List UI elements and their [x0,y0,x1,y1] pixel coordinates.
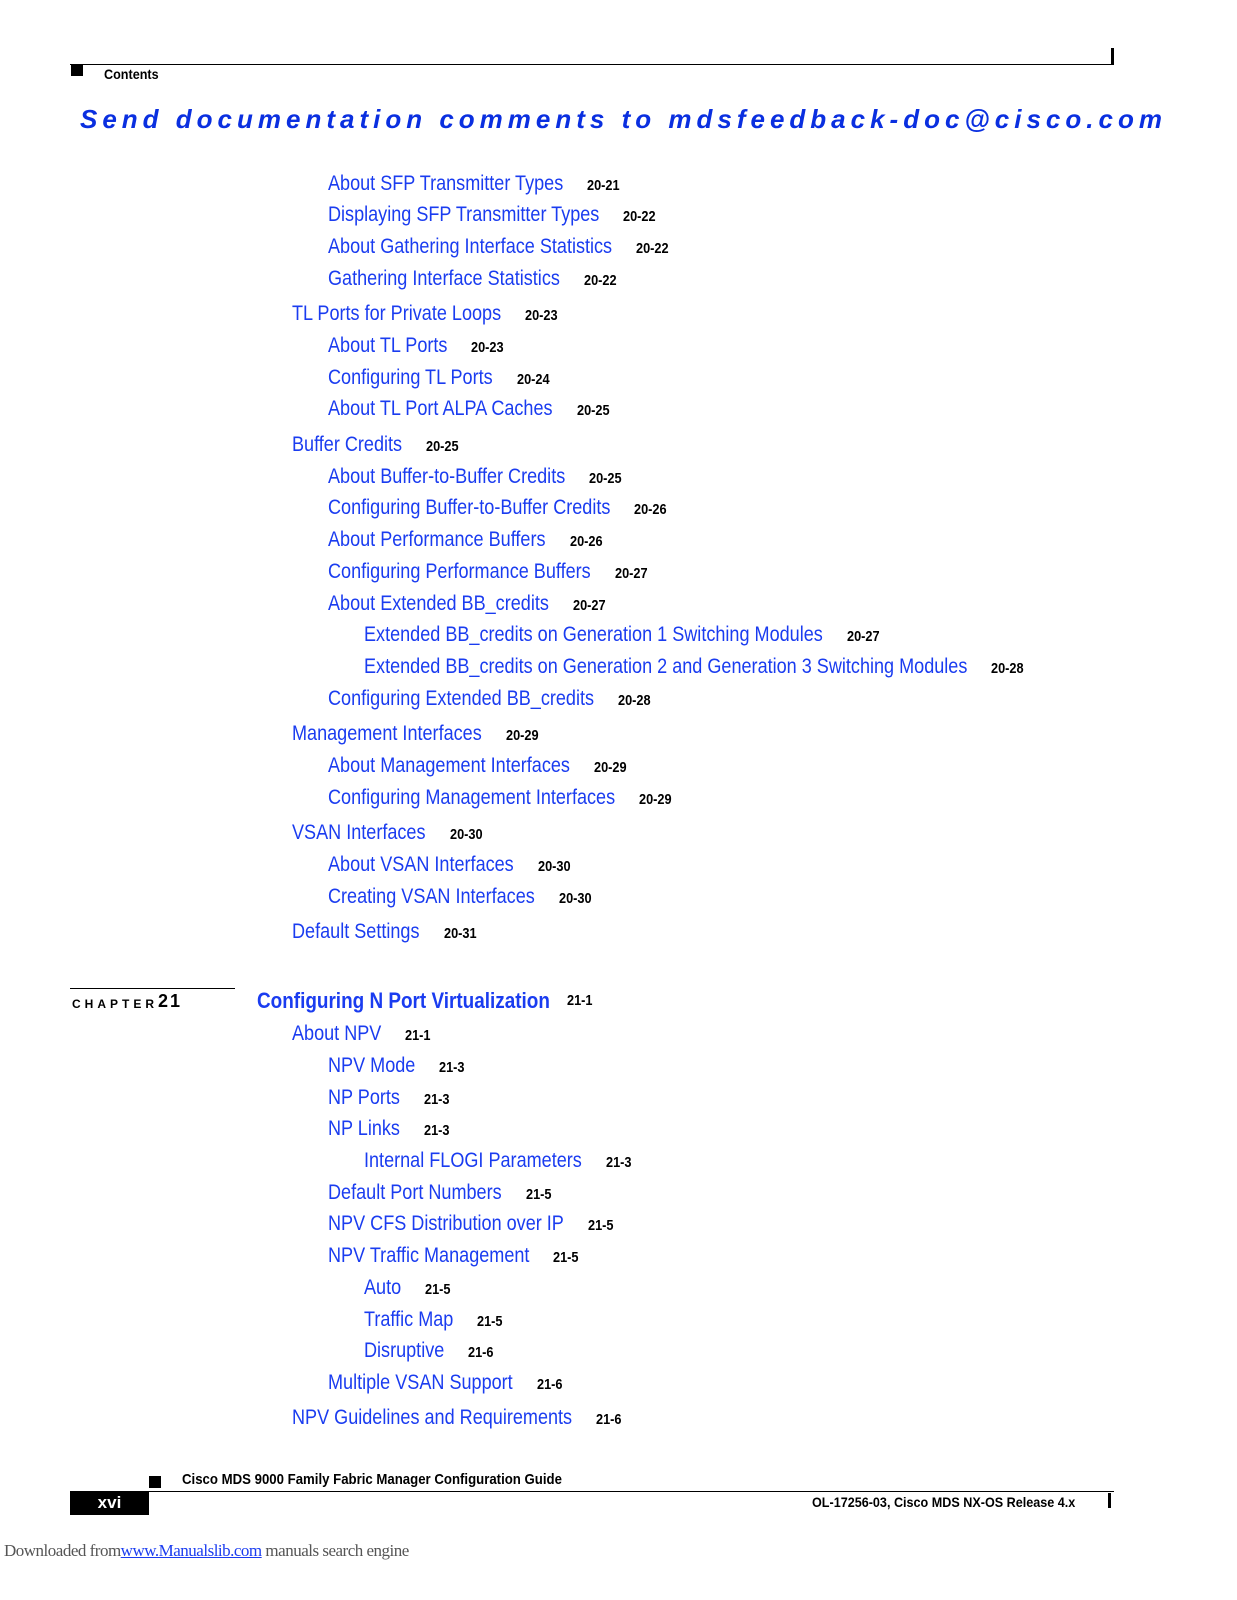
toc-entry-page: 20-22 [636,240,669,257]
toc-entry-title[interactable]: NPV Mode [328,1054,416,1077]
toc-entry-title[interactable]: Extended BB_credits on Generation 1 Switching Modules [364,623,823,646]
toc-entry[interactable] [328,203,662,227]
toc-entry-page: 21-6 [596,1411,622,1428]
toc-entry-title[interactable]: Gathering Interface Statistics [328,267,560,290]
footer-square-marker [149,1476,161,1488]
toc-entry-title[interactable]: Multiple VSAN Support [328,1371,513,1394]
toc-entry-page: 20-29 [639,791,672,808]
toc-entry-title[interactable]: Extended BB_credits on Generation 2 and Generation 3 Switching Modules [364,655,968,678]
toc-entry[interactable] [328,687,656,711]
toc-entry-title[interactable]: NP Links [328,1117,400,1140]
toc-entry-page: 21-5 [553,1249,579,1266]
page-number-badge: xvi [70,1491,149,1515]
toc-entry-title[interactable]: NPV Guidelines and Requirements [292,1406,573,1429]
toc-entry-page: 20-30 [558,890,592,907]
toc-entry-page: 20-21 [587,177,620,194]
toc-entry-page: 21-3 [439,1059,465,1076]
toc-entry-title[interactable]: VSAN Interfaces [292,821,426,844]
toc-entry-title[interactable]: About Buffer-to-Buffer Credits [328,465,566,488]
toc-entry-title[interactable]: TL Ports for Private Loops [292,302,502,325]
toc-entry-page: 20-30 [537,858,571,875]
toc-entry-page: 20-23 [525,307,558,324]
toc-entry[interactable] [328,592,611,616]
toc-entry-title[interactable]: About Performance Buffers [328,528,546,551]
toc-entry-page: 21-5 [425,1281,451,1298]
toc-entry-title[interactable]: Traffic Map [364,1308,454,1331]
toc-entry[interactable] [328,1117,454,1141]
chapter-number: 21 [158,991,183,1011]
toc-entry[interactable] [328,496,673,520]
toc-entry[interactable] [328,235,674,259]
toc-entry[interactable] [328,397,615,421]
toc-entry[interactable] [292,433,464,457]
toc-entry-title[interactable]: Configuring Extended BB_credits [328,687,595,710]
toc-entry-title[interactable]: Configuring Performance Buffers [328,560,591,583]
toc-entry-page: 21-3 [423,1091,450,1108]
toc-entry-title[interactable]: About Management Interfaces [328,754,570,777]
toc-entry[interactable] [328,1181,556,1205]
toc-entry[interactable] [328,1086,454,1110]
chapter-label: CHAPTER [72,997,159,1011]
toc-entry-page: 20-27 [614,565,648,582]
toc-entry-title[interactable]: NPV Traffic Management [328,1244,530,1267]
toc-entry-page: 20-28 [991,660,1024,677]
toc-entry[interactable] [328,560,653,584]
toc-entry[interactable] [328,366,555,390]
toc-entry[interactable] [364,1339,498,1363]
toc-entry[interactable] [292,302,564,326]
header-section-label: Contents [104,66,159,82]
toc-entry-title[interactable]: About VSAN Interfaces [328,853,514,876]
toc-entry-page: 21-1 [405,1027,431,1044]
toc-entry-title[interactable]: Default Port Numbers [328,1181,502,1204]
download-notice [4,1541,409,1561]
toc-entry[interactable] [292,821,488,845]
toc-entry[interactable] [328,754,632,778]
footer-rule [149,1491,1114,1492]
footer-change-bar [1108,1493,1111,1508]
chapter-page-number: 21-1 [567,992,593,1009]
toc-entry[interactable] [328,1212,618,1236]
download-prefix: Downloaded from [4,1541,121,1560]
toc-entry-title[interactable]: About NPV [292,1022,382,1045]
toc-entry[interactable] [328,465,628,489]
toc-entry-page: 20-28 [618,692,651,709]
feedback-banner-link[interactable]: Send documentation comments to mdsfeedback-doc@cisco.com [80,104,1167,134]
toc-entry-title[interactable]: NPV CFS Distribution over IP [328,1212,564,1235]
toc-entry[interactable] [328,1371,567,1395]
toc-entry-title[interactable]: Displaying SFP Transmitter Types [328,203,600,226]
manualslib-link[interactable]: www.Manualslib.com [120,1541,262,1560]
toc-entry-title[interactable]: Internal FLOGI Parameters [364,1149,582,1172]
toc-entry-page: 20-25 [576,402,610,419]
toc-entry[interactable] [364,1276,455,1300]
toc-entry[interactable] [328,786,677,810]
toc-entry[interactable] [292,722,544,746]
download-suffix: manuals search engine [261,1541,409,1560]
chapter-title-link[interactable]: Configuring N Port Virtualization [257,988,550,1013]
toc-entry-page: 20-22 [623,208,656,225]
toc-entry[interactable] [364,655,1030,679]
toc-entry-page: 20-29 [593,759,627,776]
toc-entry-title[interactable]: Management Interfaces [292,722,482,745]
toc-entry[interactable] [328,172,626,196]
toc-entry-title[interactable]: NP Ports [328,1086,400,1109]
toc-entry-title[interactable]: Buffer Credits [292,433,403,456]
toc-entry[interactable] [364,1149,636,1173]
toc-entry[interactable] [292,1022,435,1046]
toc-entry-title[interactable]: Configuring Buffer-to-Buffer Credits [328,496,611,519]
toc-entry-page: 20-25 [589,470,622,487]
chapter-rule [70,988,235,989]
toc-entry-title[interactable]: About TL Port ALPA Caches [328,397,553,420]
toc-entry-title[interactable]: About SFP Transmitter Types [328,172,564,195]
toc-entry[interactable] [328,267,622,291]
toc-entry[interactable] [328,853,576,877]
toc-entry-page: 21-6 [536,1376,563,1393]
toc-entry-title[interactable]: Creating VSAN Interfaces [328,885,535,908]
toc-entry-page: 20-23 [471,339,505,356]
footer-guide-title: Cisco MDS 9000 Family Fabric Manager Configuration Guide [182,1471,562,1488]
toc-entry[interactable] [328,528,608,552]
toc-entry[interactable] [292,1406,626,1430]
toc-entry[interactable] [328,885,597,909]
toc-entry-title[interactable]: About TL Ports [328,334,448,357]
toc-entry[interactable] [328,334,510,358]
toc-entry-page: 20-31 [443,925,477,942]
toc-entry[interactable] [328,1244,583,1268]
toc-entry-page: 20-27 [572,597,606,614]
toc-entry-title[interactable]: About Extended BB_credits [328,592,549,615]
toc-entry-title[interactable]: Default Settings [292,920,420,943]
toc-entry-page: 21-6 [468,1344,494,1361]
toc-entry-title[interactable]: Disruptive [364,1339,445,1362]
toc-entry-page: 20-24 [516,371,550,388]
toc-entry[interactable] [364,1308,507,1332]
toc-entry-page: 20-25 [426,438,459,455]
toc-entry[interactable] [292,920,482,944]
toc-entry-page: 20-30 [449,826,483,843]
toc-entry-page: 20-22 [583,272,617,289]
toc-entry-page: 20-26 [569,533,603,550]
toc-entry-page: 21-5 [525,1186,552,1203]
toc-entry-page: 20-26 [634,501,668,518]
toc-entry-page: 21-5 [587,1217,614,1234]
toc-entry-page: 21-3 [423,1122,450,1139]
toc-entry-page: 20-27 [846,628,880,645]
toc-entry-page: 20-29 [505,727,539,744]
toc-entry-title[interactable]: Configuring TL Ports [328,366,493,389]
toc-entry-title[interactable]: Auto [364,1276,402,1299]
toc-entry-title[interactable]: About Gathering Interface Statistics [328,235,613,258]
toc-entry[interactable] [328,1054,469,1078]
toc-entry-page: 21-3 [605,1154,632,1171]
toc-entry-title[interactable]: Configuring Management Interfaces [328,786,616,809]
footer-release: OL-17256-03, Cisco MDS NX-OS Release 4.x [812,1494,1076,1510]
toc-entry[interactable] [364,623,885,647]
toc-entry-page: 21-5 [477,1313,503,1330]
